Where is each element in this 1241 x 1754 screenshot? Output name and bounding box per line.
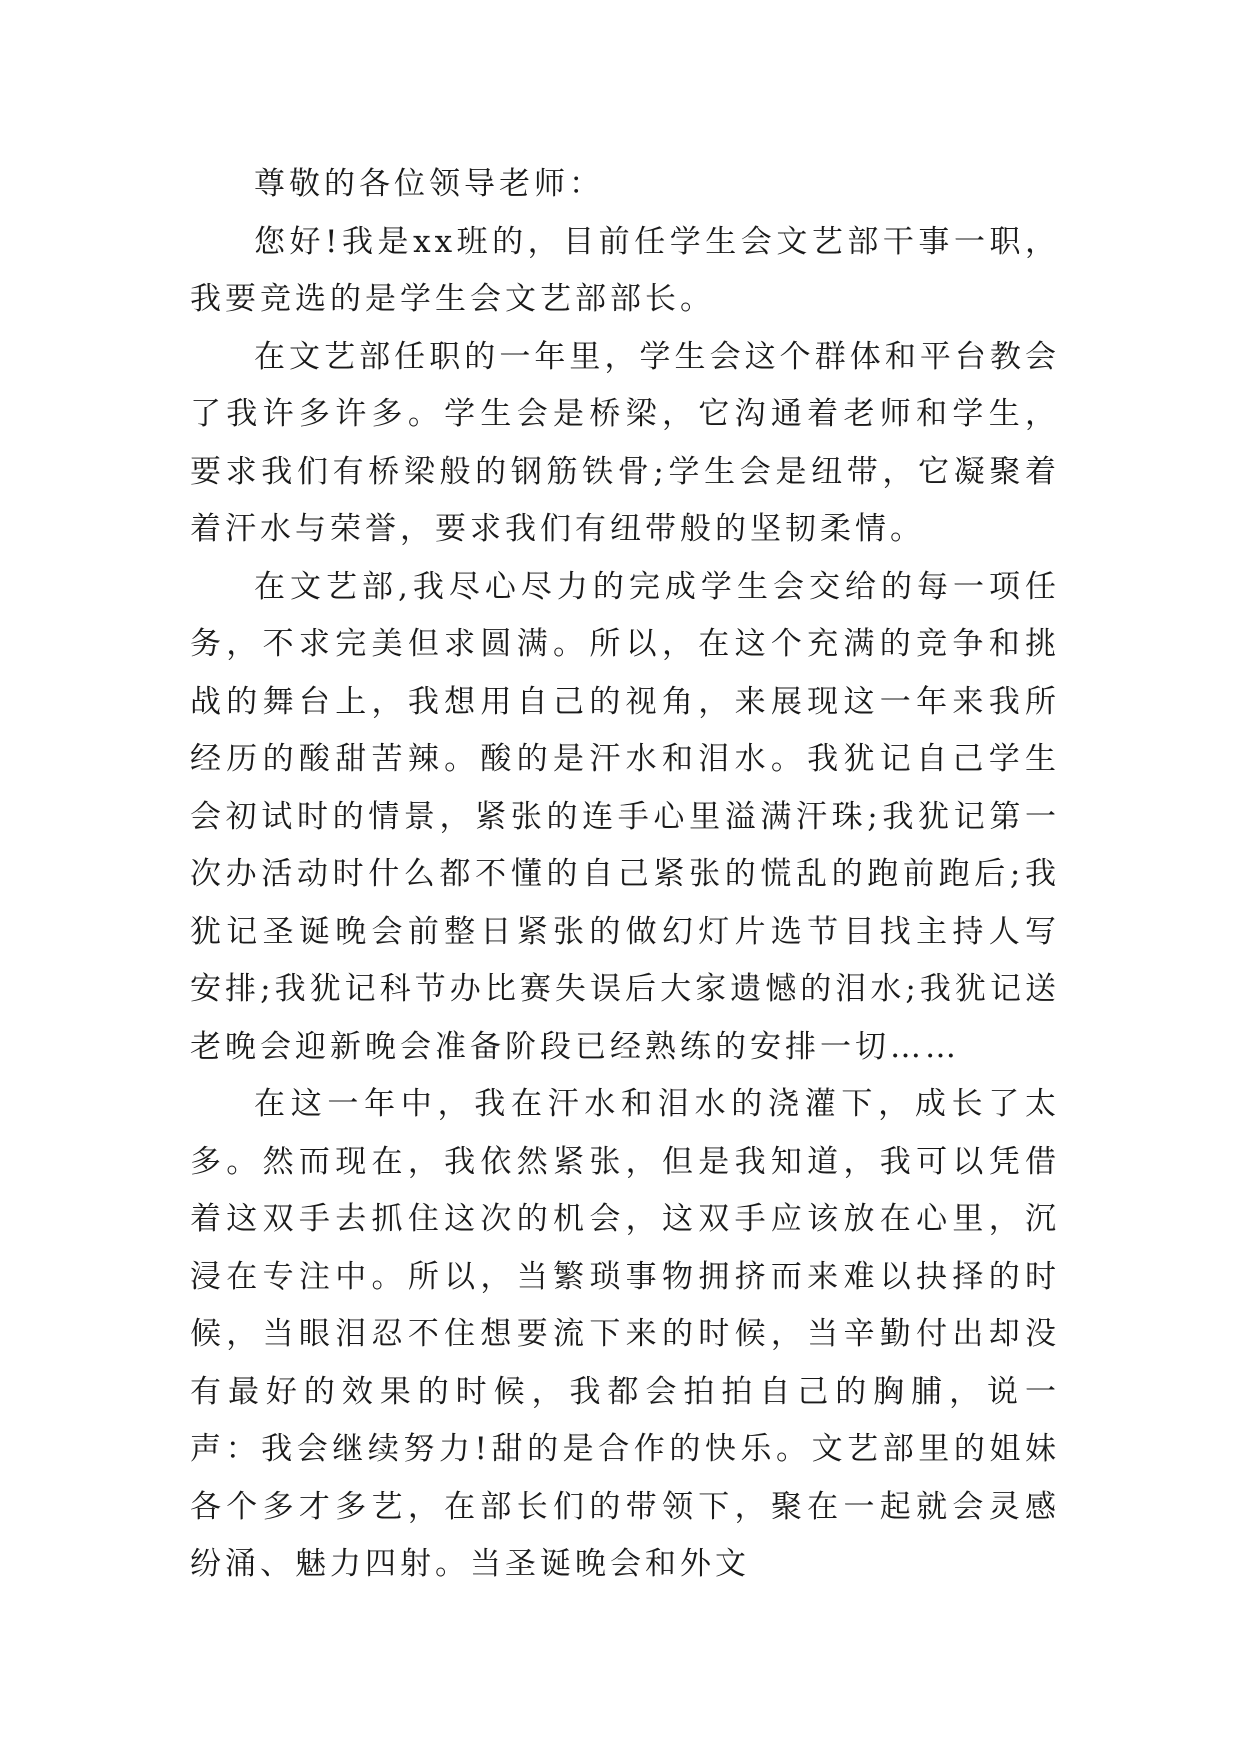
paragraph-greeting: 您好!我是xx班的，目前任学生会文艺部干事一职，我要竞选的是学生会文艺部部长。 <box>190 223 1060 317</box>
paragraph-experiences: 在文艺部,我尽心尽力的完成学生会交给的每一项任务，不求完美但求圆满。所以，在这个充满的竞争和挑战的舞台上，我想用自己的视角，来展现这一年来我所经历的酸甜苦辣。酸的是汗水和泪水。我犹记自己学生会初试时的情景，紧张的连手心里溢满汗珠;我犹记第一次办活动时什么都不懂的自己紧张的慌乱的跑前跑后;我犹记圣诞晚会前整日紧张的做幻灯片选节目找主持人写安排;我犹记科节办比赛失误后大家遗憾的泪水;我犹记送老晚会迎新晚会准备阶段已经熟练的安排一切…… <box>190 568 1060 1065</box>
salutation: 尊敬的各位领导老师： <box>254 166 604 202</box>
document-body <box>190 156 1060 1594</box>
paragraph-student-union: 在文艺部任职的一年里，学生会这个群体和平台教会了我许多许多。学生会是桥梁，它沟通着老师和学生，要求我们有桥梁般的钢筋铁骨;学生会是纽带，它凝聚着着汗水与荣誉，要求我们有纽带般的坚韧柔情。 <box>190 338 1060 547</box>
paragraph-growth: 在这一年中，我在汗水和泪水的浇灌下，成长了太多。然而现在，我依然紧张，但是我知道，我可以凭借着这双手去抓住这次的机会，这双手应该放在心里，沉浸在专注中。所以，当繁琐事物拥挤而来难以抉择的时候，当眼泪忍不住想要流下来的时候，当辛勤付出却没有最好的效果的时候，我都会拍拍自己的胸脯，说一声：我会继续努力!甜的是合作的快乐。文艺部里的姐妹各个多才多艺，在部长们的带领下，聚在一起就会灵感纷涌、魅力四射。当圣诞晚会和外文 <box>190 1086 1060 1582</box>
